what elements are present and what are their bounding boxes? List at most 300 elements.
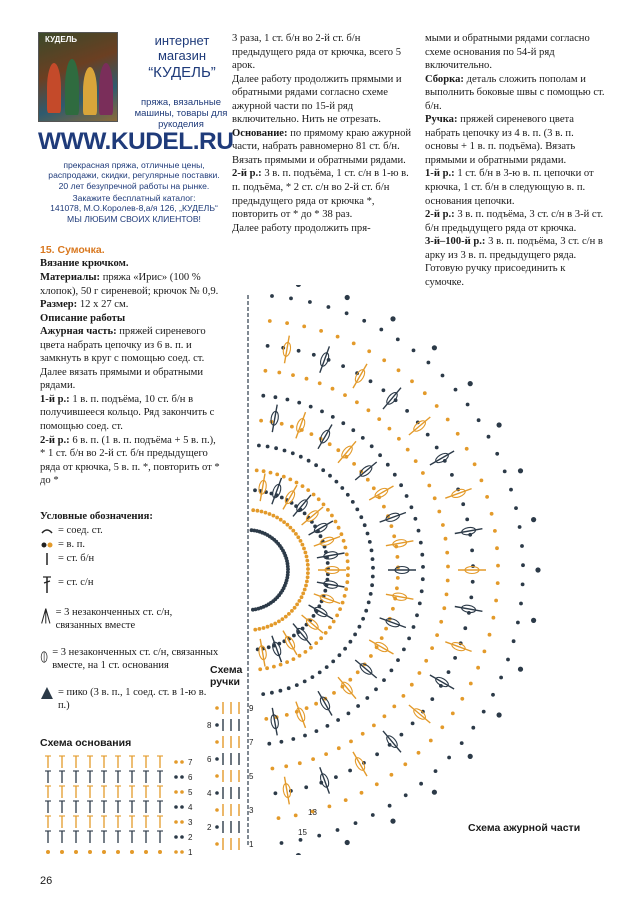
- chain-stitch-mark: [301, 592, 305, 596]
- chain-stitch-mark: [390, 669, 394, 673]
- row-number-label: 13: [308, 808, 317, 817]
- chain-stitch-mark: [260, 510, 264, 514]
- chain-stitch-mark: [418, 602, 422, 606]
- chain-stitch-mark: [331, 387, 335, 391]
- chain-stitch-mark: [291, 373, 295, 377]
- lace-label: Ажурная часть:: [40, 326, 117, 338]
- single-crochet-icon: [40, 552, 54, 566]
- chain-stitch-mark: [320, 410, 324, 414]
- chain-stitch-mark: [312, 493, 316, 497]
- stitch-mark: [285, 336, 290, 364]
- chain-stitch-mark: [304, 551, 308, 555]
- chain-stitch-mark: [444, 537, 448, 541]
- chain-stitch-mark: [403, 762, 407, 766]
- chain-stitch-mark: [369, 379, 373, 383]
- row-number-label: 9: [249, 704, 254, 713]
- chain-stitch-mark: [370, 549, 374, 553]
- stitch-mark: [383, 388, 401, 409]
- chain-stitch-mark: [341, 601, 345, 605]
- picot-mark: [390, 819, 395, 824]
- stitch-mark: [317, 553, 345, 558]
- chain-stitch-mark: [473, 462, 477, 466]
- chain-stitch-mark: [301, 543, 305, 547]
- ad-title-line: интернет: [154, 33, 210, 48]
- col2-paragraph: 3 раза, 1 ст. б/н во 2-й ст. б/н предыдущего ряда от крючка, всего 5 арок.: [232, 33, 402, 72]
- col3-paragraph: мыми и обратными рядами согласно схеме основания по 54-й ряд включительно.: [425, 33, 590, 72]
- chain-stitch-mark: [306, 488, 310, 492]
- chain-stitch-mark: [370, 583, 374, 587]
- row-number-label: 5: [188, 788, 193, 797]
- chain-stitch-mark: [372, 486, 376, 490]
- chain-stitch-mark: [520, 544, 524, 548]
- handle-rows3-100-text: 3 в. п. подъёма, 3 ст. с/н в арку из 3 в. п. предыдущего ряда.: [425, 236, 603, 261]
- chain-stitch-mark: [334, 775, 338, 779]
- base-scheme-caption: Схема основания: [40, 737, 132, 749]
- chain-stitch-mark: [215, 757, 219, 761]
- handle-scheme-caption: Схема ручки: [210, 664, 243, 689]
- chain-stitch-mark: [361, 617, 365, 621]
- chain-stitch-mark: [300, 595, 304, 599]
- chain-stitch-mark: [453, 656, 457, 660]
- chain-stitch-mark: [483, 650, 487, 654]
- chain-stitch-mark: [314, 641, 318, 645]
- chain-stitch-mark: [306, 567, 310, 571]
- chain-stitch-mark: [334, 520, 338, 524]
- chain-stitch-mark: [400, 733, 404, 737]
- column-1: [40, 244, 220, 488]
- stitch-mark: [318, 691, 332, 715]
- chain-stitch-mark: [427, 361, 431, 365]
- chain-stitch-mark: [306, 571, 310, 575]
- turning-chain-mark: [180, 850, 184, 854]
- ad-illustration: [38, 32, 118, 122]
- ad-title-line: магазин: [157, 47, 207, 63]
- chain-stitch-mark: [326, 724, 330, 728]
- chain-stitch-mark: [328, 474, 332, 478]
- chain-stitch-mark: [307, 459, 311, 463]
- chain-stitch-mark: [367, 601, 371, 605]
- chain-stitch-mark: [437, 510, 441, 514]
- chain-stitch-mark: [291, 737, 295, 741]
- technique: Вязание крючком.: [40, 258, 129, 270]
- lace-text: пряжей сиреневого цвета набрать цепочку из 6 в. п. и замкнуть в круг с помощью соед. ст. Далее вязать прямыми и обратными рядами.: [40, 326, 206, 392]
- handle-label: Ручка:: [425, 114, 458, 126]
- chain-stitch-mark: [371, 813, 375, 817]
- chain-stitch-mark: [441, 523, 445, 527]
- chain-stitch-mark: [362, 319, 366, 323]
- chain-stitch-mark: [509, 488, 513, 492]
- chain-stitch-mark: [488, 633, 492, 637]
- chain-stitch-mark: [496, 564, 500, 568]
- chain-stitch-mark: [298, 761, 302, 765]
- turning-chain-mark: [180, 805, 184, 809]
- row-number-label: 2: [207, 823, 212, 832]
- chain-stitch-mark: [256, 509, 260, 513]
- chain-stitch-mark: [348, 769, 352, 773]
- chain-stitch-mark: [336, 828, 340, 832]
- chain-stitch-mark: [366, 532, 370, 536]
- row-number-label: 3: [188, 818, 193, 827]
- chain-stitch-mark: [421, 565, 425, 569]
- chain-stitch-mark: [456, 432, 460, 436]
- chain-stitch-mark: [215, 842, 219, 846]
- chain-stitch-mark: [423, 391, 427, 395]
- chain-stitch-mark: [460, 741, 464, 745]
- chain-stitch-mark: [215, 808, 219, 812]
- chain-stitch-mark: [295, 603, 299, 607]
- chain-stitch-mark: [290, 609, 294, 613]
- chain-stitch-mark: [417, 751, 421, 755]
- chain-stitch-mark: [312, 614, 316, 618]
- chain-stitch-mark: [271, 767, 275, 771]
- chain-stitch-mark: [266, 445, 270, 449]
- legend-label: = соед. ст.: [58, 525, 103, 536]
- chain-stitch-mark: [311, 757, 315, 761]
- article-heading: 15. Сумочка.: [40, 244, 105, 256]
- chain-stitch-mark: [379, 328, 383, 332]
- picot-mark: [345, 840, 350, 845]
- chain-stitch-mark: [445, 551, 449, 555]
- chain-stitch-mark: [311, 675, 315, 679]
- slip-stitch-icon: [40, 524, 54, 538]
- chain-stitch-mark: [487, 435, 491, 439]
- chain-stitch-mark: [514, 506, 518, 510]
- chain-stitch-mark: [414, 517, 418, 521]
- chain-stitch-mark: [396, 338, 400, 342]
- chain-stitch-mark: [344, 587, 348, 591]
- chain-stitch-mark: [410, 683, 414, 687]
- chain-stitch-mark: [395, 586, 399, 590]
- chain-stitch-mark: [297, 401, 301, 405]
- chain-stitch-mark: [283, 449, 287, 453]
- chain-stitch-mark: [305, 580, 309, 584]
- chain-stitch-mark: [506, 658, 510, 662]
- chain-stitch-mark: [286, 398, 290, 402]
- chain-stitch-mark: [396, 555, 400, 559]
- chain-stitch-mark: [399, 483, 403, 487]
- legend-label: = в. п.: [58, 539, 85, 550]
- base-text: по прямому краю ажурной части, набрать равномерно 81 ст. б/н. Вязать прямыми и обратными рядами.: [232, 127, 412, 166]
- size: 12 х 27 см.: [79, 299, 129, 311]
- chain-stitch-mark: [302, 325, 306, 329]
- ad-url: WWW.KUDEL.RU: [38, 128, 234, 155]
- chain-stitch-mark: [298, 654, 302, 658]
- lace-scheme-caption: Схема ажурной части: [468, 822, 581, 834]
- chain-stitch-mark: [392, 534, 396, 538]
- stitch-mark: [386, 594, 414, 599]
- chain-stitch-mark: [445, 593, 449, 597]
- chain-stitch-mark: [88, 850, 92, 854]
- chain-stitch-mark: [280, 422, 284, 426]
- chain-stitch-mark: [418, 671, 422, 675]
- chain-stitch-mark: [258, 627, 262, 631]
- chain-stitch-mark: [305, 559, 309, 563]
- stitch-mark: [369, 640, 393, 654]
- chain-stitch-mark: [328, 626, 332, 630]
- stitch-mark: [430, 451, 454, 465]
- chain-stitch-mark: [268, 319, 272, 323]
- chain-stitch-mark: [372, 724, 376, 728]
- chain-stitch-mark: [264, 369, 268, 373]
- chain-stitch-mark: [495, 546, 499, 550]
- chain-stitch-mark: [470, 549, 474, 553]
- chain-stitch-mark: [407, 637, 411, 641]
- picot-mark: [345, 295, 350, 300]
- chain-stitch-mark: [335, 614, 339, 618]
- chain-stitch-mark: [352, 342, 356, 346]
- chain-stitch-mark: [446, 565, 450, 569]
- chain-stitch-mark: [368, 540, 372, 544]
- chain-stitch-mark: [465, 518, 469, 522]
- chain-stitch-mark: [420, 589, 424, 593]
- chain-stitch-mark: [296, 535, 300, 539]
- chain-stitch-mark: [345, 311, 349, 315]
- chain-stitch-mark: [304, 584, 308, 588]
- chain-stitch-mark: [332, 620, 336, 624]
- ad-title: [132, 34, 232, 81]
- chain-stitch-mark: [480, 479, 484, 483]
- row-number-label: 7: [249, 738, 254, 747]
- chain-stitch-mark: [325, 665, 329, 669]
- chain-stitch-mark: [419, 541, 423, 545]
- chain-stitch-mark: [435, 446, 439, 450]
- stitch-mark: [353, 364, 367, 388]
- chain-stitch-mark: [391, 607, 395, 611]
- chain-stitch-mark: [274, 791, 278, 795]
- description-heading: Описание работы: [40, 312, 126, 324]
- chain-stitch-mark: [521, 563, 525, 567]
- stitch-mark: [260, 474, 265, 502]
- chain-stitch-mark: [446, 418, 450, 422]
- chain-stitch-mark: [450, 473, 454, 477]
- turning-chain-mark: [180, 760, 184, 764]
- chain-stitch-mark: [355, 400, 359, 404]
- chain-stitch-mark: [352, 462, 356, 466]
- chain-stitch-mark: [347, 712, 351, 716]
- chain-stitch-mark: [392, 705, 396, 709]
- legend-item: [40, 552, 94, 566]
- chain-stitch-mark: [322, 503, 326, 507]
- page-number: 26: [40, 875, 53, 887]
- chain-stitch-mark: [390, 524, 394, 528]
- chain-stitch-mark: [338, 653, 342, 657]
- chain-stitch-mark: [406, 448, 410, 452]
- chain-stitch-mark: [279, 518, 283, 522]
- chain-stitch-mark: [284, 764, 288, 768]
- chain-stitch-mark: [430, 697, 434, 701]
- chain-stitch-mark: [358, 625, 362, 629]
- chain-stitch-mark: [404, 793, 408, 797]
- chain-stitch-mark: [460, 697, 464, 701]
- chain-stitch-mark: [397, 368, 401, 372]
- ad-text-line: Закажите бесплатный каталог:: [72, 192, 196, 203]
- base-label: Основание:: [232, 127, 288, 139]
- chain-stitch-mark: [396, 658, 400, 662]
- chain-stitch-mark: [46, 850, 50, 854]
- chain-stitch-mark: [469, 596, 473, 600]
- base-row2-label: 2-й р.:: [232, 168, 262, 180]
- turning-chain-mark: [174, 850, 178, 854]
- kudel-advertisement: [38, 32, 234, 242]
- chain-stitch-mark: [518, 525, 522, 529]
- chain-stitch-mark: [442, 606, 446, 610]
- picot-mark: [468, 381, 473, 386]
- stitch-mark: [285, 777, 290, 805]
- chain-stitch-mark: [336, 718, 340, 722]
- chain-stitch-mark: [326, 508, 330, 512]
- chain-stitch-mark: [285, 321, 289, 325]
- chain-stitch-mark: [215, 740, 219, 744]
- chain-stitch-mark: [412, 625, 416, 629]
- chain-stitch-mark: [215, 825, 219, 829]
- chain-stitch-mark: [304, 650, 308, 654]
- picot-mark: [518, 468, 523, 473]
- picot-mark: [531, 618, 536, 623]
- chain-stitch-mark: [280, 841, 284, 845]
- chain-stitch-mark: [309, 405, 313, 409]
- chain-stitch-mark: [349, 640, 353, 644]
- chain-stitch-mark: [272, 665, 276, 669]
- chain-stitch-mark: [336, 335, 340, 339]
- turning-chain-mark: [180, 790, 184, 794]
- chain-stitch-mark: [280, 740, 284, 744]
- chain-stitch-mark: [251, 608, 255, 612]
- chain-stitch-mark: [303, 512, 307, 516]
- chain-stitch-mark: [521, 583, 525, 587]
- chain-stitch-mark: [469, 682, 473, 686]
- chain-stitch-mark: [279, 663, 283, 667]
- picot-mark: [296, 285, 301, 287]
- legend-item: [40, 576, 93, 594]
- legend-label: = пико (3 в. п., 1 соед. ст. в 1-ю в. п.): [57, 687, 207, 712]
- chain-stitch-mark: [279, 689, 283, 693]
- chain-stitch-mark: [331, 415, 335, 419]
- picot-mark: [432, 345, 437, 350]
- chain-stitch-mark: [287, 686, 291, 690]
- chain-stitch-mark: [421, 577, 425, 581]
- turning-chain-mark: [180, 835, 184, 839]
- chain-stitch-mark: [390, 773, 394, 777]
- chain-stitch-mark: [383, 714, 387, 718]
- materials: пряжа «Ирис» (100 % хлопок), 50 г сиреневой; крючок № 0,9.: [40, 271, 219, 297]
- chain-stitch-mark: [335, 480, 339, 484]
- base-scheme-diagram: [40, 752, 200, 867]
- row-number-label: 3: [249, 806, 254, 815]
- handle-row1-label: 1-й р.:: [425, 168, 455, 180]
- chain-stitch-mark: [466, 403, 470, 407]
- chain-stitch-mark: [323, 589, 327, 593]
- chain-stitch-mark: [353, 633, 357, 637]
- chain-stitch-mark: [299, 539, 303, 543]
- chain-stitch-mark: [280, 496, 284, 500]
- chain-stitch-mark: [277, 620, 281, 624]
- chain-stitch-mark: [344, 798, 348, 802]
- chain-stitch-mark: [451, 712, 455, 716]
- chain-stitch-mark: [305, 555, 309, 559]
- chain-stitch-mark: [215, 706, 219, 710]
- ad-logo: КУДЕЛЬ: [45, 35, 78, 44]
- chain-stitch-mark: [215, 791, 219, 795]
- ad-text-line: прекрасная пряжа, отличные цены, распродажи, скидки, регулярные поставки.: [48, 160, 220, 181]
- chain-stitch-mark: [319, 636, 323, 640]
- chain-stitch-mark: [253, 488, 257, 492]
- chain-stitch-mark: [267, 645, 271, 649]
- row1-label: 1-й р.:: [40, 393, 70, 405]
- chain-stitch-mark: [317, 497, 321, 501]
- chain-stitch-mark: [345, 553, 349, 557]
- turning-chain-mark: [174, 790, 178, 794]
- row-number-label: 7: [188, 758, 193, 767]
- chain-stitch-mark: [337, 746, 341, 750]
- ad-title-brand: “КУДЕЛЬ”: [148, 63, 216, 81]
- chain-stitch-mark: [342, 539, 346, 543]
- chain-stitch-mark: [461, 502, 465, 506]
- turning-chain-mark: [174, 760, 178, 764]
- cluster-icon: [40, 646, 48, 668]
- chain-stitch-mark: [294, 532, 298, 536]
- size-label: Размер:: [40, 299, 78, 311]
- chain-stitch-mark: [327, 305, 331, 309]
- chain-stitch-mark: [261, 394, 265, 398]
- chain-stitch-mark: [421, 471, 425, 475]
- stitch-mark: [355, 462, 377, 480]
- chain-stitch-mark: [303, 680, 307, 684]
- handle-row1-text: 1 ст. б/н в 3-ю в. п. цепочки от крючка, 1 ст. б/н в следующую в. п. основания цепочки.: [425, 168, 594, 207]
- chain-stitch-mark: [315, 729, 319, 733]
- chain-stitch-mark: [361, 732, 365, 736]
- stitch-mark: [272, 405, 277, 433]
- chain-stitch-mark: [519, 602, 523, 606]
- chain-stitch-mark: [295, 481, 299, 485]
- chain-stitch-mark: [281, 617, 285, 621]
- picot-mark: [432, 790, 437, 795]
- chain-stitch-mark: [299, 838, 303, 842]
- chain-stitch-mark: [285, 713, 289, 717]
- chain-stitch-mark: [410, 505, 414, 509]
- chain-stitch-mark: [388, 804, 392, 808]
- chain-stitch-mark: [371, 557, 375, 561]
- stitch-mark: [260, 639, 265, 667]
- chain-stitch-mark: [493, 529, 497, 533]
- stitch-mark: [338, 441, 356, 463]
- col2-paragraph: Далее работу продолжить пря-: [232, 222, 371, 234]
- stitch-mark: [383, 731, 401, 752]
- chain-stitch-mark: [435, 633, 439, 637]
- chain-stitch-mark: [503, 470, 507, 474]
- chain-stitch-mark: [356, 670, 360, 674]
- chain-stitch-mark: [499, 676, 503, 680]
- chain-stitch-mark: [60, 850, 64, 854]
- chain-stitch-mark: [262, 469, 266, 473]
- chain-stitch-mark: [259, 419, 263, 423]
- chain-stitch-mark: [102, 850, 106, 854]
- chain-stitch-mark: [286, 523, 290, 527]
- picot-mark: [468, 754, 473, 759]
- chain-stitch-mark: [494, 599, 498, 603]
- row-number-label: 5: [249, 772, 254, 781]
- legend-item: [40, 524, 103, 538]
- legend-item: [40, 686, 220, 713]
- chain-stitch-mark: [130, 850, 134, 854]
- chain-stitch-mark: [482, 710, 486, 714]
- chain-stitch-mark: [440, 725, 444, 729]
- row-number-label: 4: [207, 789, 212, 798]
- chain-stitch-mark: [366, 478, 370, 482]
- chain-stitch-mark: [412, 349, 416, 353]
- ad-text-line: 20 лет безупречной работы на рынке.: [58, 180, 210, 191]
- assembly-label: Сборка:: [425, 73, 464, 85]
- chain-stitch-mark: [345, 580, 349, 584]
